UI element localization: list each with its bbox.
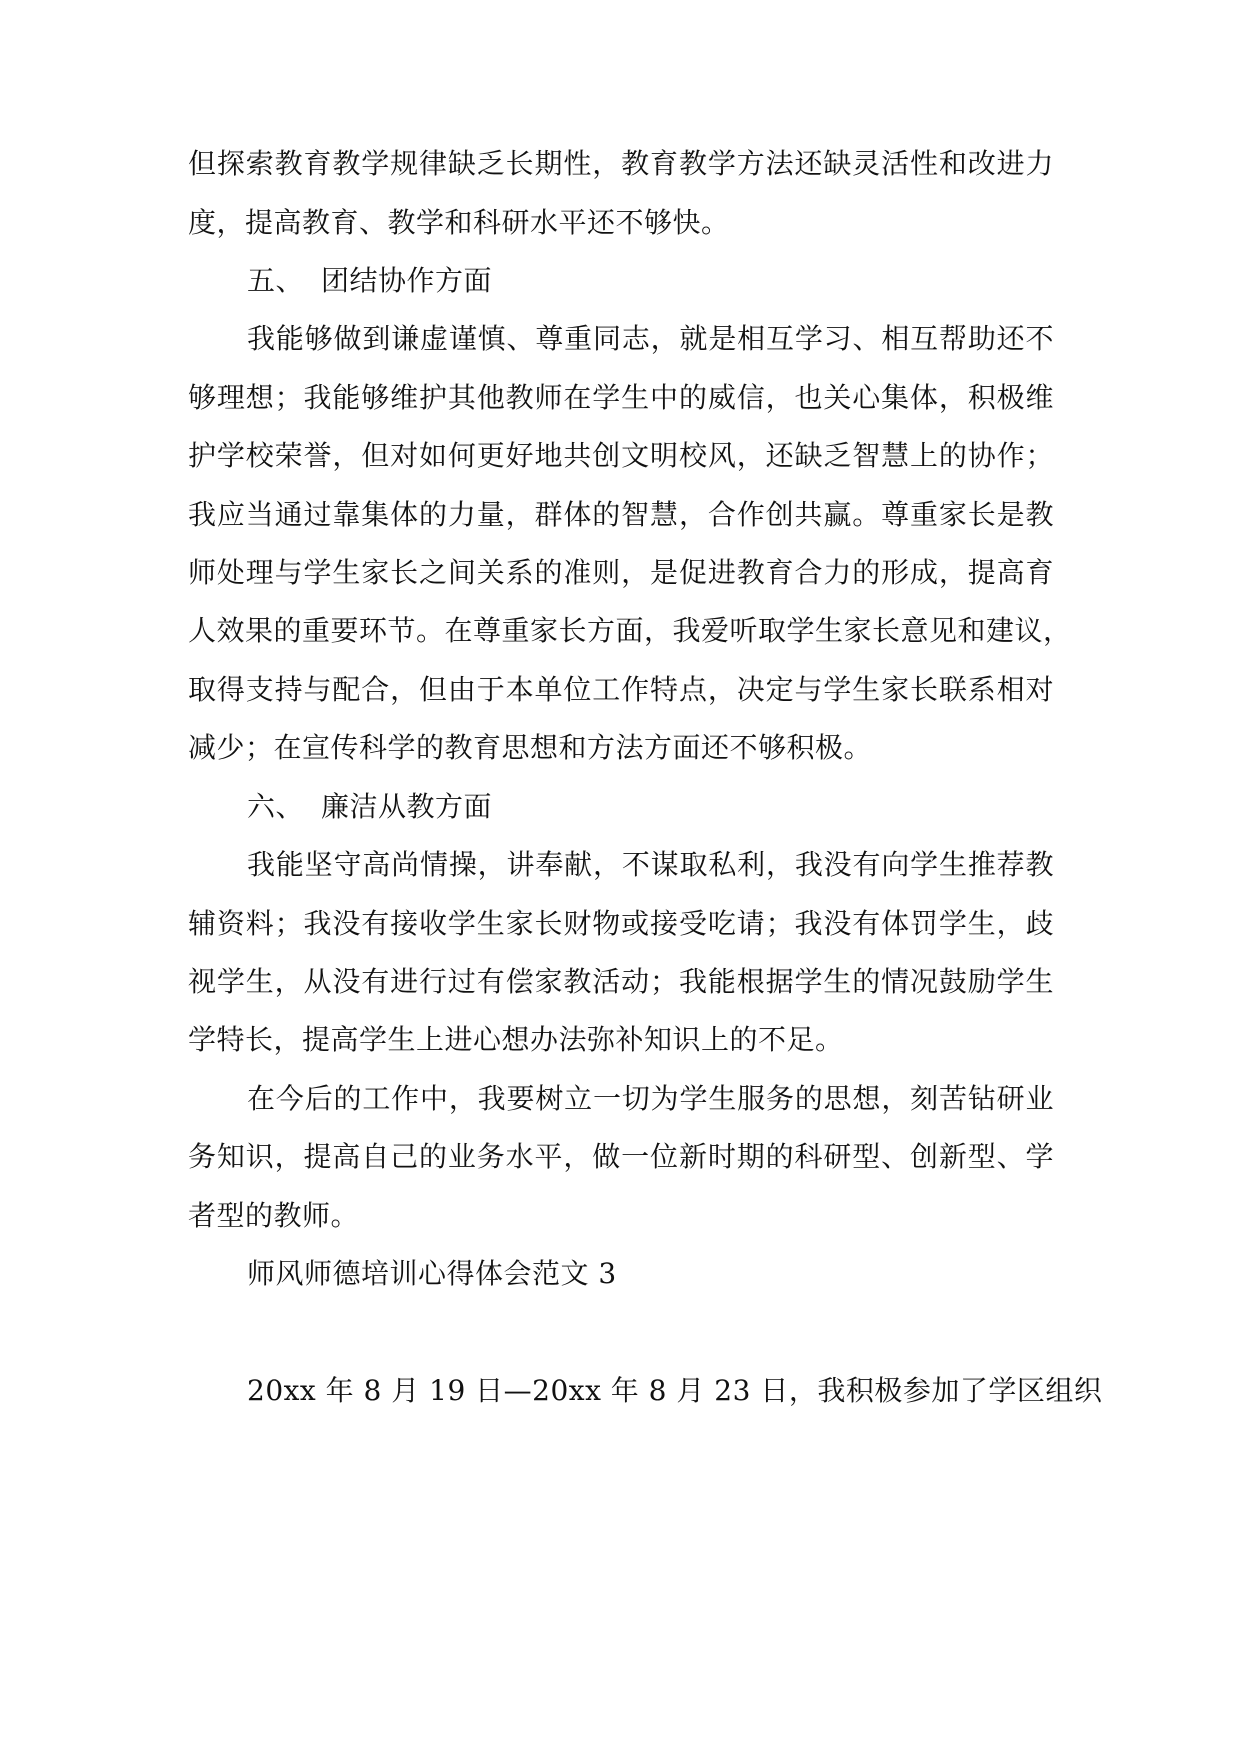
paragraph-line: 20xx 年 8 月 19 日—20xx 年 8 月 23 日，我积极参加了学区组织	[247, 1374, 1103, 1407]
section-number: 五、	[247, 264, 305, 297]
paragraph-line: 者型的教师。	[188, 1199, 360, 1232]
section-title: 廉洁从教方面	[321, 790, 493, 823]
paragraph-line: 视学生，从没有进行过有偿家教活动；我能根据学生的情况鼓励学生	[188, 965, 1054, 998]
paragraph-line: 取得支持与配合，但由于本单位工作特点，决定与学生家长联系相对	[188, 673, 1054, 706]
paragraph-line: 人效果的重要环节。在尊重家长方面，我爱听取学生家长意见和建议，	[188, 614, 1072, 647]
paragraph-line: 务知识，提高自己的业务水平，做一位新时期的科研型、创新型、学	[188, 1140, 1054, 1173]
paragraph-line: 减少；在宣传科学的教育思想和方法方面还不够积极。	[188, 731, 873, 764]
paragraph-line: 在今后的工作中，我要树立一切为学生服务的思想，刻苦钻研业	[247, 1082, 1054, 1115]
paragraph-line: 够理想；我能够维护其他教师在学生中的威信，也关心集体，积极维	[188, 381, 1054, 414]
paragraph-line: 护学校荣誉，但对如何更好地共创文明校风，还缺乏智慧上的协作；	[188, 439, 1054, 472]
paragraph-line: 学特长，提高学生上进心想办法弥补知识上的不足。	[188, 1023, 844, 1056]
paragraph-line: 师处理与学生家长之间关系的准则，是促进教育合力的形成，提高育	[188, 556, 1054, 589]
paragraph-line: 我能坚守高尚情操，讲奉献，不谋取私利，我没有向学生推荐教	[247, 848, 1054, 881]
essay-title: 师风师德培训心得体会范文 3	[247, 1257, 617, 1290]
paragraph-line: 但探索教育教学规律缺乏长期性，教育教学方法还缺灵活性和改进力	[188, 147, 1054, 180]
paragraph-line: 我应当通过靠集体的力量，群体的智慧，合作创共赢。尊重家长是教	[188, 498, 1054, 531]
paragraph-line: 度，提高教育、教学和科研水平还不够快。	[188, 206, 730, 239]
section-number: 六、	[247, 790, 305, 823]
paragraph-line: 辅资料；我没有接收学生家长财物或接受吃请；我没有体罚学生，歧	[188, 907, 1054, 940]
paragraph-line: 我能够做到谦虚谨慎、尊重同志，就是相互学习、相互帮助还不	[247, 322, 1054, 355]
section-title: 团结协作方面	[321, 264, 493, 297]
